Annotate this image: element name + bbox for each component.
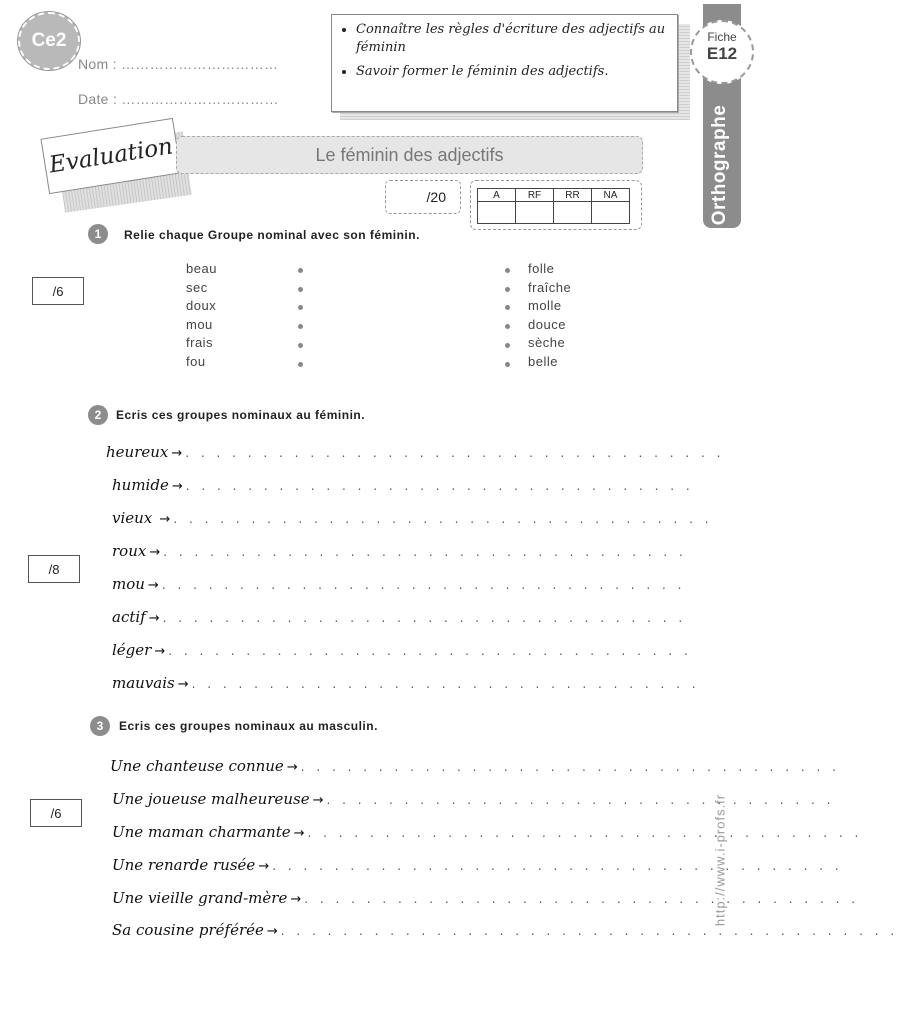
exercise-3-number: 3: [90, 716, 110, 736]
exercise-2-number: 2: [88, 405, 108, 425]
ex1-left-dot[interactable]: [298, 287, 303, 292]
ex1-left-dot[interactable]: [298, 343, 303, 348]
site-url: http://www.i-profs.fr: [712, 793, 728, 927]
total-score-box: /20: [385, 180, 461, 214]
ex3-answer-line[interactable]: Une chanteuse connue → . . . . . . . . . . . . . . . . . . . . . . . . . . . . . . . . . . .: [110, 757, 840, 775]
date-field[interactable]: Date : ……………………………: [78, 91, 279, 107]
ex3-answer-line[interactable]: Sa cousine préférée → . . . . . . . . . . . . . . . . . . . . . . . . . . . . . . . . . . . . . . . .: [112, 921, 898, 939]
ex2-answer-line[interactable]: actif → . . . . . . . . . . . . . . . . . . . . . . . . . . . . . . . . . .: [112, 608, 687, 626]
ex1-left-dot[interactable]: [298, 362, 303, 367]
ex1-left-word: doux: [186, 298, 217, 313]
ex1-right-dot[interactable]: [505, 287, 510, 292]
ex1-right-word: fraîche: [528, 280, 572, 295]
page-title: Le féminin des adjectifs: [176, 136, 643, 174]
objective-2: • Savoir former le féminin des adjectifs.: [356, 63, 677, 81]
ex1-left-dot[interactable]: [298, 324, 303, 329]
ex1-left-dot[interactable]: [298, 268, 303, 273]
ex1-left-word: sec: [186, 280, 208, 295]
ex1-left-word: mou: [186, 317, 213, 332]
grade-rr: RR: [554, 189, 592, 202]
name-field[interactable]: Nom : ……………………………: [78, 56, 279, 72]
ex2-answer-line[interactable]: mou → . . . . . . . . . . . . . . . . . . . . . . . . . . . . . . . . . .: [112, 575, 686, 593]
evaluation-label: Evaluation: [40, 118, 181, 194]
exercise-3-score: /6: [30, 799, 82, 827]
ex3-answer-line[interactable]: Une maman charmante → . . . . . . . . . . . . . . . . . . . . . . . . . . . . . . . . . . . .: [112, 823, 863, 841]
grade-grid: [470, 180, 642, 230]
objectives-box: [331, 14, 678, 112]
ex1-right-word: belle: [528, 354, 558, 369]
ex3-answer-line[interactable]: Une renarde rusée → . . . . . . . . . . . . . . . . . . . . . . . . . . . . . . . . . . . . .: [112, 856, 843, 874]
exercise-1-instruction: Relie chaque Groupe nominal avec son féminin.: [124, 228, 420, 242]
level-badge: Ce2: [18, 12, 80, 70]
ex1-left-word: frais: [186, 335, 214, 350]
ex1-right-word: douce: [528, 317, 566, 332]
ex1-right-word: sèche: [528, 335, 566, 350]
exercise-1-score: /6: [32, 277, 84, 305]
ex2-answer-line[interactable]: mauvais → . . . . . . . . . . . . . . . . . . . . . . . . . . . . . . . . .: [112, 674, 700, 692]
ex3-answer-line[interactable]: Une vieille grand-mère → . . . . . . . . . . . . . . . . . . . . . . . . . . . . . . . . . . . .: [112, 889, 860, 907]
ex1-right-dot[interactable]: [505, 324, 510, 329]
ex1-left-word: beau: [186, 261, 217, 276]
grade-rf: RF: [516, 189, 554, 202]
ex3-answer-line[interactable]: Une joueuse malheureuse → . . . . . . . . . . . . . . . . . . . . . . . . . . . . . . . . .: [112, 790, 835, 808]
subject-label: Orthographe: [709, 104, 730, 226]
ex1-right-word: folle: [528, 261, 555, 276]
ex2-answer-line[interactable]: léger → . . . . . . . . . . . . . . . . . . . . . . . . . . . . . . . . . .: [112, 641, 692, 659]
ex1-right-dot[interactable]: [505, 305, 510, 310]
grade-na: NA: [592, 189, 630, 202]
ex1-right-dot[interactable]: [505, 343, 510, 348]
ex2-answer-line[interactable]: humide → . . . . . . . . . . . . . . . . . . . . . . . . . . . . . . . . .: [112, 476, 694, 494]
ex1-right-word: molle: [528, 298, 562, 313]
ex1-left-dot[interactable]: [298, 305, 303, 310]
ex2-answer-line[interactable]: roux → . . . . . . . . . . . . . . . . . . . . . . . . . . . . . . . . . .: [112, 542, 687, 560]
grade-a: A: [478, 189, 516, 202]
exercise-2-score: /8: [28, 555, 80, 583]
ex1-right-dot[interactable]: [505, 268, 510, 273]
ex2-answer-line[interactable]: heureux → . . . . . . . . . . . . . . . . . . . . . . . . . . . . . . . . . . .: [106, 443, 725, 461]
exercise-3-instruction: Ecris ces groupes nominaux au masculin.: [119, 719, 378, 733]
ex1-left-word: fou: [186, 354, 206, 369]
exercise-1-number: 1: [88, 224, 108, 244]
objective-1: • Connaître les règles d'écriture des adjectifs au féminin: [356, 21, 677, 57]
exercise-2-instruction: Ecris ces groupes nominaux au féminin.: [116, 408, 366, 422]
ex1-right-dot[interactable]: [505, 362, 510, 367]
ex2-answer-line[interactable]: vieux → . . . . . . . . . . . . . . . . . . . . . . . . . . . . . . . . . . .: [112, 509, 713, 527]
fiche-badge: Fiche E12: [690, 20, 754, 84]
